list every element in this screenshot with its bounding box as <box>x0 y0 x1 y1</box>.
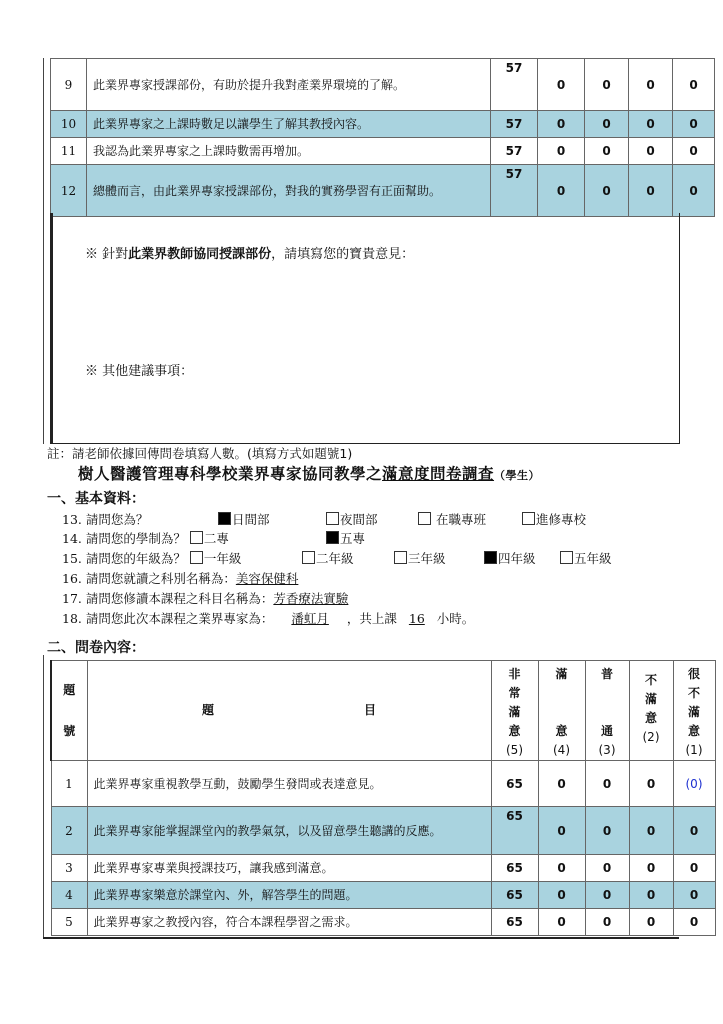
count-cell: 0 <box>538 807 585 855</box>
option-grade-5[interactable]: 五年級 <box>560 549 612 567</box>
count-cell: 0 <box>585 138 629 165</box>
question-15: 15. 請問您的年級為？ 一年級 二年級 三年級 四年級 五年級 <box>62 551 612 566</box>
count-cell: 0 <box>538 909 585 936</box>
question-16: 16. 請問您就讀之科別名稱為：美容保健科 <box>62 571 299 586</box>
bottom-border-rule <box>43 937 679 939</box>
count-cell: 0 <box>673 909 715 936</box>
course-value: 芳香療法實驗 <box>273 591 349 606</box>
count-cell: 65 <box>491 855 538 882</box>
count-cell: 65 <box>491 909 538 936</box>
count-cell: 0 <box>673 59 715 111</box>
page-title: 樹人醫護管理專科學校業界專家協同教學之滿意度問卷調查（學生） <box>78 464 541 483</box>
checkbox-icon <box>394 551 407 564</box>
question-text: 此業界專家能掌握課堂內的教學氣氛，以及留意學生聽講的反應。 <box>87 807 491 855</box>
count-cell: 0 <box>629 111 673 138</box>
option-continuing[interactable]: 進修專校 <box>522 510 586 528</box>
count-cell: 65 <box>491 807 538 855</box>
count-cell: 0 <box>538 138 585 165</box>
option-night[interactable]: 夜間部 <box>326 510 378 528</box>
checkbox-icon <box>560 551 573 564</box>
question-text: 總體而言，由此業界專家授課部份，對我的實務學習有正面幫助。 <box>87 165 491 217</box>
checkbox-checked-icon <box>484 551 497 564</box>
row-number: 4 <box>51 882 87 909</box>
count-cell: 0 <box>673 882 715 909</box>
section-heading-questionnaire: 二、問卷內容： <box>47 640 145 656</box>
other-suggestions-prompt: ※ 其他建議事項： <box>85 364 194 379</box>
survey-table-continued <box>50 58 715 217</box>
checkbox-checked-icon <box>218 512 231 525</box>
count-cell: 0 <box>629 761 673 807</box>
left-border-rule <box>43 58 44 444</box>
count-cell: 0 <box>629 807 673 855</box>
section-heading-basic: 一、基本資料： <box>47 491 145 507</box>
satisfaction-table <box>50 660 716 936</box>
count-cell: 0 <box>538 165 585 217</box>
question-text: 此業界專家專業與授課技巧，讓我感到滿意。 <box>87 855 491 882</box>
row-number: 2 <box>51 807 87 855</box>
count-cell: 57 <box>491 59 538 111</box>
question-text: 此業界專家重視教學互動，鼓勵學生發問或表達意見。 <box>87 761 491 807</box>
count-cell: 0 <box>629 855 673 882</box>
count-cell: 0 <box>585 111 629 138</box>
question-text: 我認為此業界專家之上課時數需再增加。 <box>87 138 491 165</box>
option-inservice[interactable]: 在職專班 <box>418 510 486 528</box>
count-cell: 0 <box>585 761 629 807</box>
count-cell: 0 <box>673 855 715 882</box>
count-cell: 0 <box>538 59 585 111</box>
header-scale-4: 滿 意 (4) <box>538 661 585 761</box>
count-cell: 0 <box>629 59 673 111</box>
count-cell: (0) <box>673 761 715 807</box>
row-number: 10 <box>51 111 87 138</box>
row-number: 11 <box>51 138 87 165</box>
question-text: 此業界專家之教授內容，符合本課程學習之需求。 <box>87 909 491 936</box>
header-scale-1: 很 不 滿 意 (1) <box>673 661 715 761</box>
count-cell: 0 <box>629 909 673 936</box>
header-item: 題 目 <box>87 661 491 761</box>
count-cell: 0 <box>629 165 673 217</box>
checkbox-icon <box>326 512 339 525</box>
option-day[interactable]: 日間部 <box>218 510 270 528</box>
question-text: 此業界專家樂意於課堂內、外，解答學生的問題。 <box>87 882 491 909</box>
count-cell: 57 <box>491 138 538 165</box>
option-two-year[interactable]: 二專 <box>190 531 229 546</box>
question-13: 13. 請問您為？ 日間部 夜間部 在職專班 進修專校 <box>62 512 587 527</box>
table-row <box>51 111 715 138</box>
comment-box <box>50 213 680 444</box>
question-18: 18. 請問您此次本課程之業界專家為： 潘虹月 ，共上課 16 小時。 <box>62 611 475 626</box>
count-cell: 0 <box>585 882 629 909</box>
expert-name-value: 潘虹月 <box>291 611 329 626</box>
count-cell: 0 <box>585 855 629 882</box>
table-row <box>51 909 715 936</box>
option-grade-1[interactable]: 一年級 <box>190 551 242 566</box>
count-cell: 0 <box>585 909 629 936</box>
row-number: 1 <box>51 761 87 807</box>
count-cell: 0 <box>629 882 673 909</box>
count-cell: 0 <box>585 59 629 111</box>
option-grade-3[interactable]: 三年級 <box>394 549 446 567</box>
count-cell: 0 <box>585 807 629 855</box>
checkbox-icon <box>190 551 203 564</box>
table-row <box>51 165 715 217</box>
count-cell: 0 <box>585 165 629 217</box>
department-value: 美容保健科 <box>235 571 299 586</box>
question-17: 17. 請問您修讀本課程之科目名稱為：芳香療法實驗 <box>62 591 349 606</box>
count-cell: 0 <box>538 882 585 909</box>
note-text: 註：請老師依據回傳問卷填寫人數。(填寫方式如題號1) <box>47 446 353 461</box>
count-cell: 0 <box>629 138 673 165</box>
count-cell: 0 <box>538 855 585 882</box>
count-cell: 0 <box>538 111 585 138</box>
count-cell: 65 <box>491 882 538 909</box>
count-cell: 0 <box>673 138 715 165</box>
comment-prompt: ※ 針對此業界教師協同授課部份，請填寫您的寶貴意見： <box>85 247 415 262</box>
table-row <box>51 882 715 909</box>
checkbox-icon <box>522 512 535 525</box>
count-cell: 57 <box>491 165 538 217</box>
count-cell: 0 <box>538 761 585 807</box>
row-number: 3 <box>51 855 87 882</box>
count-cell: 57 <box>491 111 538 138</box>
checkbox-icon <box>190 531 203 544</box>
option-grade-2[interactable]: 二年級 <box>302 549 354 567</box>
count-cell: 0 <box>673 165 715 217</box>
checkbox-checked-icon <box>326 531 339 544</box>
option-five-year[interactable]: 五專 <box>326 529 365 547</box>
header-scale-2: 不 滿 意 (2) <box>629 661 673 761</box>
option-grade-4[interactable]: 四年級 <box>484 549 536 567</box>
row-number: 9 <box>51 59 87 111</box>
hours-value: 16 <box>408 611 425 626</box>
header-no: 題 號 <box>51 661 87 761</box>
question-14: 14. 請問您的學制為？ 二專 五專 <box>62 531 366 546</box>
header-scale-3: 普 通 (3) <box>585 661 629 761</box>
table-row <box>51 138 715 165</box>
count-cell: 0 <box>673 111 715 138</box>
table-row <box>51 855 715 882</box>
left-border-rule <box>43 655 44 938</box>
table-row <box>51 761 715 807</box>
count-cell: 0 <box>673 807 715 855</box>
table-header-row <box>51 661 715 761</box>
table-row <box>51 807 715 855</box>
question-text: 此業界專家授課部份，有助於提升我對產業界環境的了解。 <box>87 59 491 111</box>
row-number: 5 <box>51 909 87 936</box>
header-scale-5: 非 常 滿 意 (5) <box>491 661 538 761</box>
table-row <box>51 59 715 111</box>
count-cell: 65 <box>491 761 538 807</box>
checkbox-icon <box>418 512 431 525</box>
question-text: 此業界專家之上課時數足以讓學生了解其教授內容。 <box>87 111 491 138</box>
checkbox-icon <box>302 551 315 564</box>
row-number: 12 <box>51 165 87 217</box>
